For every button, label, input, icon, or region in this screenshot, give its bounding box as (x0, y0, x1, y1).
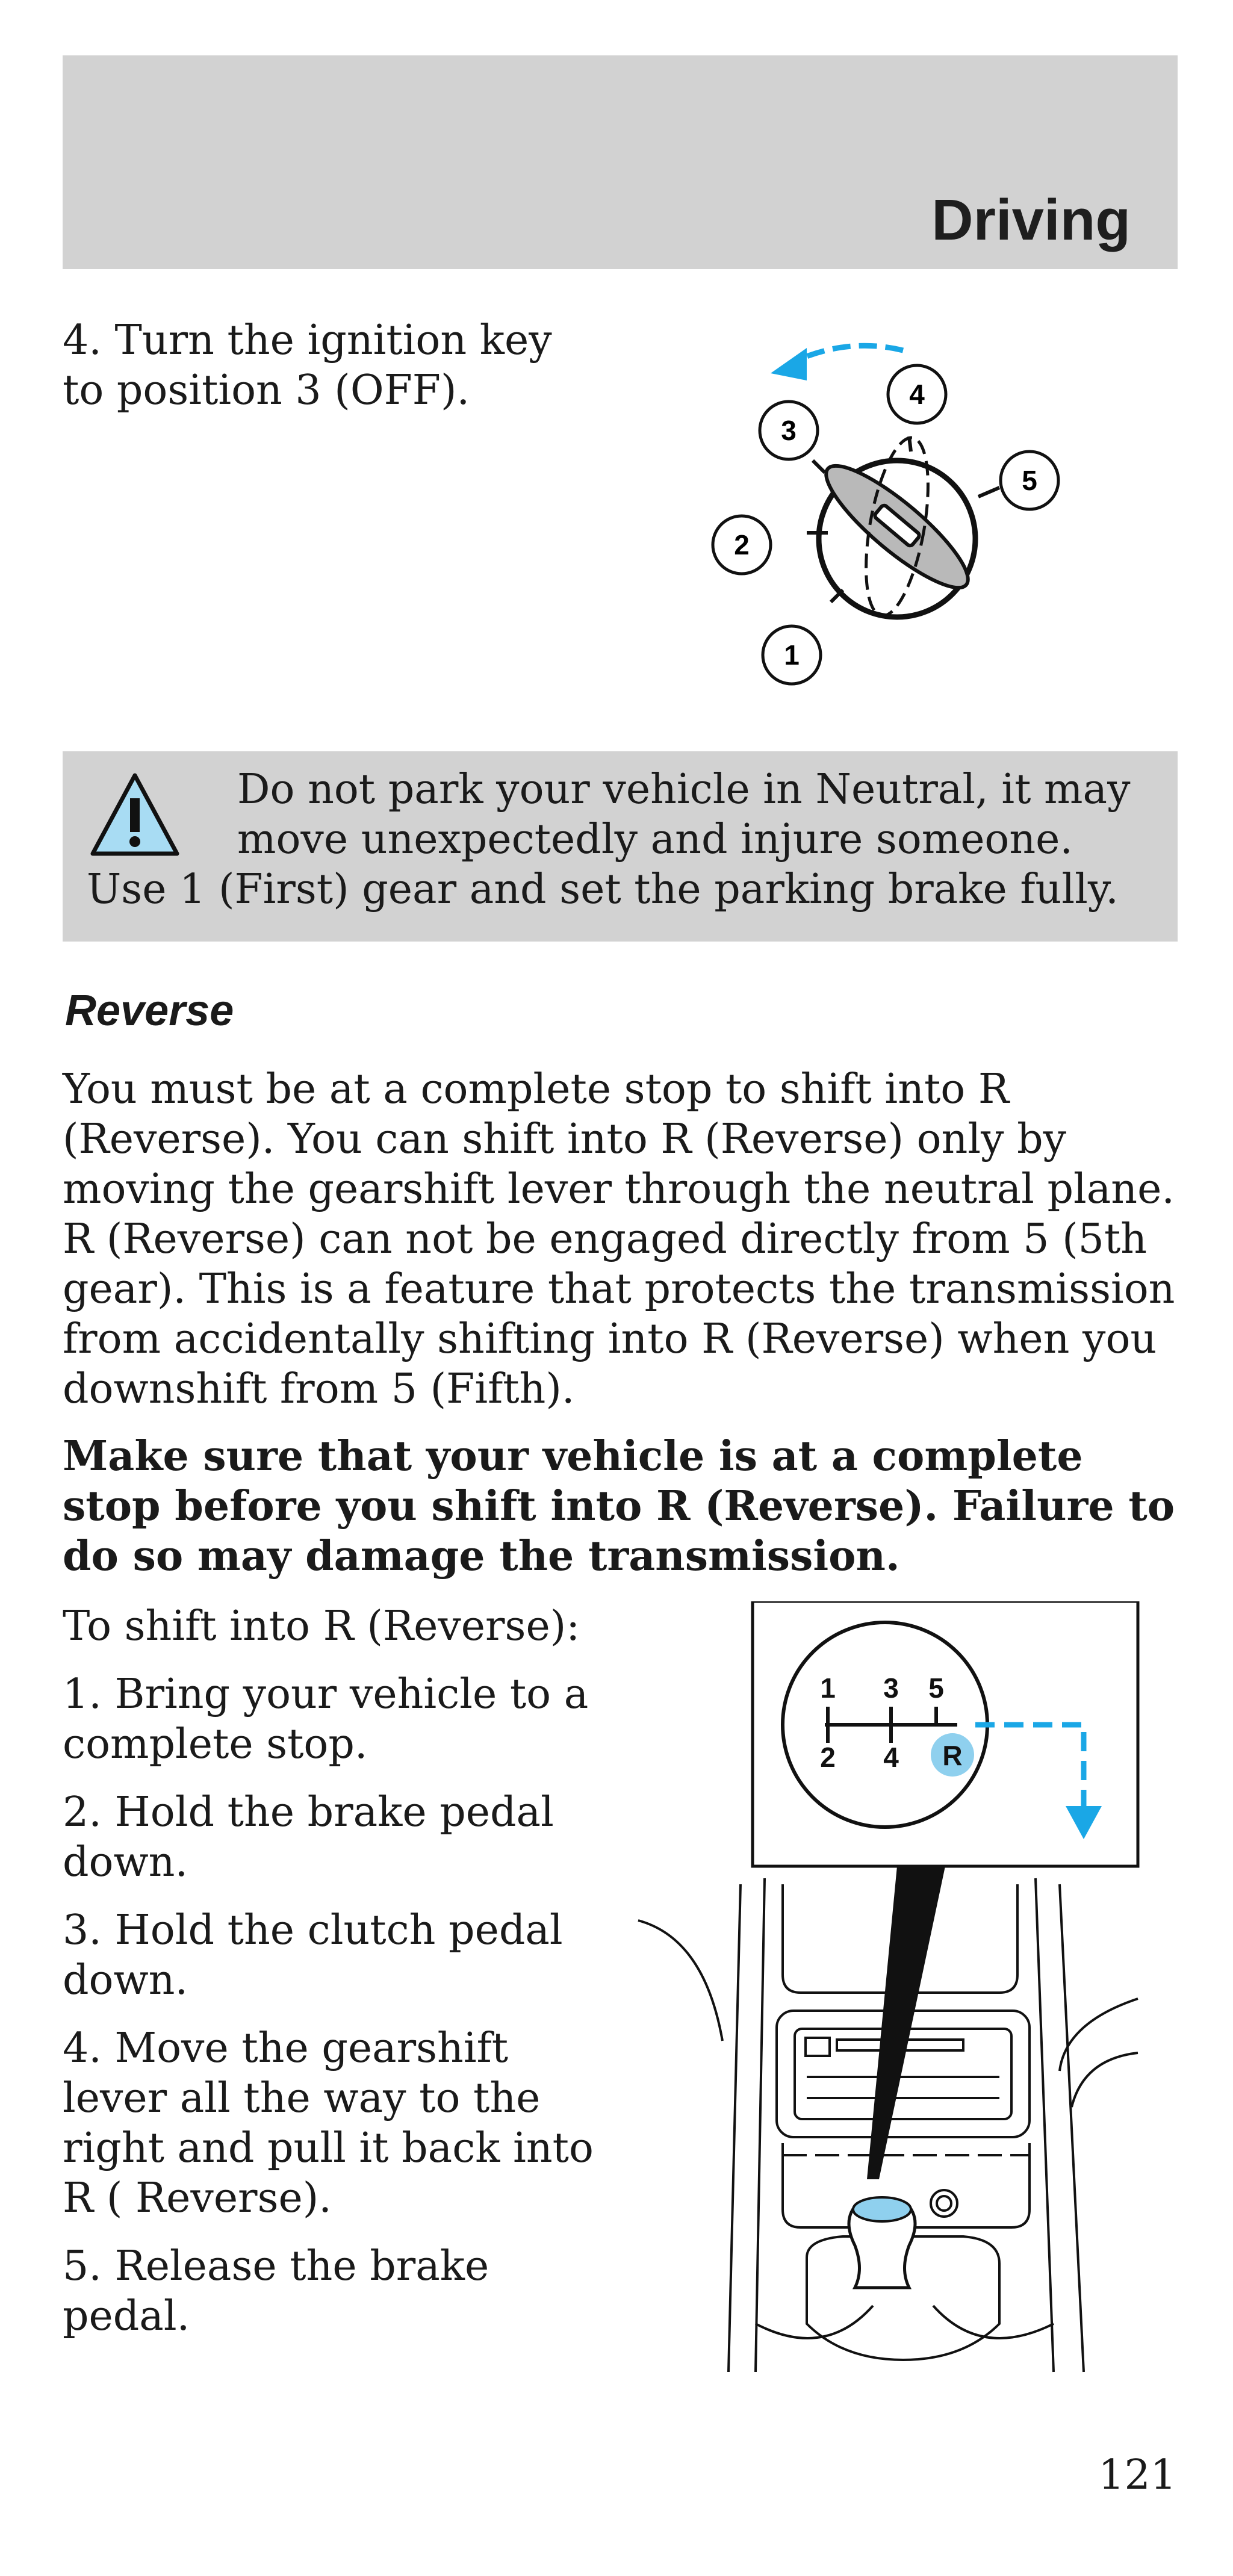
svg-text:4: 4 (909, 379, 925, 410)
svg-text:1: 1 (784, 639, 800, 671)
step-item: 4. Move the gearshift lever all the way to the right and pull it back into R ( Reverse). (63, 2025, 594, 2222)
reverse-caution-paragraph: Make sure that your vehicle is at a complete stop before you shift into R (Reverse). Failure to do so may damage the transmission. (63, 1432, 1175, 1580)
gear-4-label: 4 (883, 1742, 899, 1773)
section-title: Driving (931, 188, 1131, 252)
step-item: 1. Bring your vehicle to a complete stop. (63, 1671, 589, 1768)
ignition-step-text: 4. Turn the ignition key to position 3 (OFF). (63, 317, 552, 414)
svg-text:2: 2 (734, 529, 750, 560)
warning-box (63, 751, 1178, 942)
gear-5-label: 5 (928, 1672, 944, 1704)
pointer-wedge (867, 1866, 945, 2179)
gear-1-label: 1 (820, 1672, 836, 1704)
reverse-paragraph: You must be at a complete stop to shift into R (Reverse). You can shift into R (Reverse) only by moving the gearshift lever through the neutral plane. R (Reverse) can not be engaged directly from 5 (5th gear). This is a feature that protects the transmission from accidentally shifting into R (Reverse) when you downshift from 5 (Fifth). (63, 1066, 1175, 1413)
page-number: 121 (1098, 2451, 1176, 2499)
position-1 (763, 626, 821, 684)
reverse-heading: Reverse (65, 987, 234, 1035)
step-item: 5. Release the brake pedal. (63, 2242, 489, 2340)
svg-text:5: 5 (1022, 465, 1037, 496)
rotation-arrowhead-icon (771, 348, 807, 380)
step-item: 3. Hold the clutch pedal down. (63, 1907, 563, 2004)
position-3 (760, 402, 818, 459)
gear-r-label: R (942, 1740, 963, 1771)
steps-intro: To shift into R (Reverse): (63, 1603, 580, 1650)
reverse-steps (63, 1601, 604, 2359)
gear-3-label: 3 (883, 1672, 899, 1704)
step-item: 2. Hold the brake pedal down. (63, 1789, 554, 1886)
rotation-arrow (795, 346, 903, 361)
warning-text: Do not park your vehicle in Neutral, it may move unexpectedly and injure someone. Use 1 (First) gear and set the parking brake fully. (87, 766, 1131, 913)
ignition-switch-diagram (692, 313, 1078, 740)
position-4 (888, 365, 946, 423)
svg-text:3: 3 (781, 415, 797, 446)
position-5 (1001, 452, 1058, 509)
shift-knob-cap (853, 2197, 911, 2221)
header-band (63, 55, 1178, 269)
gearshift-diagram (626, 1601, 1180, 2396)
position-2 (713, 516, 771, 574)
gear-2-label: 2 (820, 1742, 836, 1773)
